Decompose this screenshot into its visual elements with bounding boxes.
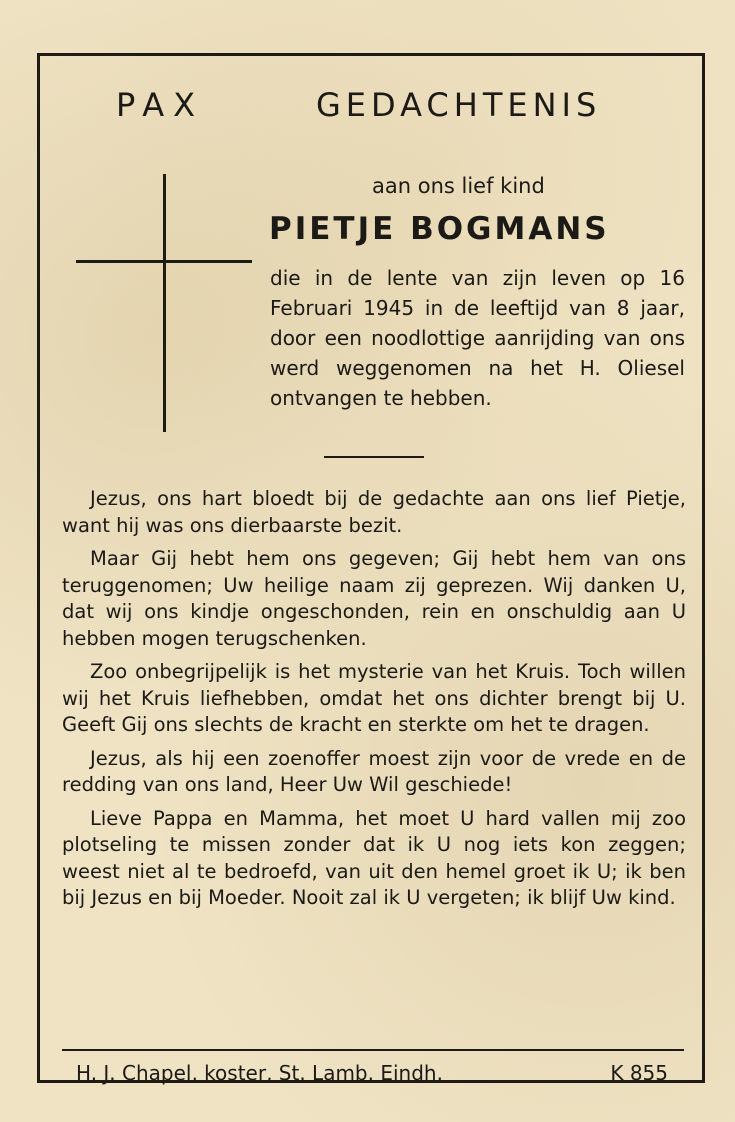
card-heading: GEDACHTENIS [316, 86, 602, 124]
footer-divider [62, 1049, 684, 1051]
paragraph: Jezus, ons hart bloedt bij de gedachte aan ons lief Pietje, want hij was ons dierbaarste bezit. [62, 487, 686, 537]
cross-icon-vertical [163, 174, 166, 432]
printer-credit: H. J. Chapel, koster, St. Lamb. Eindh. [76, 1061, 443, 1085]
paragraph: Maar Gij hebt hem ons gegeven; Gij hebt hem van ons teruggenomen; Uw heilige naam zij geprezen. Wij danken U, dat wij ons kindje ongeschonden, rein en onschuldig aan U hebben mogen terugschenken. [62, 547, 686, 650]
divider [324, 456, 424, 458]
card-body [62, 486, 686, 919]
card-subtitle: aan ons lief kind [372, 174, 545, 198]
paragraph: Jezus, als hij een zoenoffer moest zijn voor de vrede en de redding van ons land, Heer Uw Wil geschiede! [62, 746, 686, 796]
pax-label: PAX [116, 86, 205, 124]
cross-icon-horizontal [76, 260, 252, 263]
card-frame [37, 53, 705, 1083]
paragraph: Lieve Pappa en Mamma, het moet U hard vallen mij zoo plotseling te missen zonder dat ik U nog iets kon zeggen; weest niet al te bedroefd, van uit den hemel groet ik U; ik ben bij Jezus en bij Moeder. Nooit zal ik U vergeten; ik blijf Uw kind. [62, 806, 686, 909]
intro-text: die in de lente van zijn leven op 16 Februari 1945 in de leeftijd van 8 jaar, door een noodlottige aanrijding van ons werd weggenomen na het H. Oliesel ontvangen te hebben. [270, 266, 685, 410]
paragraph: Zoo onbegrijpelijk is het mysterie van het Kruis. Toch willen wij het Kruis liefhebben, omdat het ons dichter brengt bij U. Geeft Gij ons slechts de kracht en sterkte om het te dragen. [62, 660, 686, 736]
deceased-name: PIETJE BOGMANS [269, 211, 610, 247]
card-code: K 855 [610, 1061, 668, 1085]
